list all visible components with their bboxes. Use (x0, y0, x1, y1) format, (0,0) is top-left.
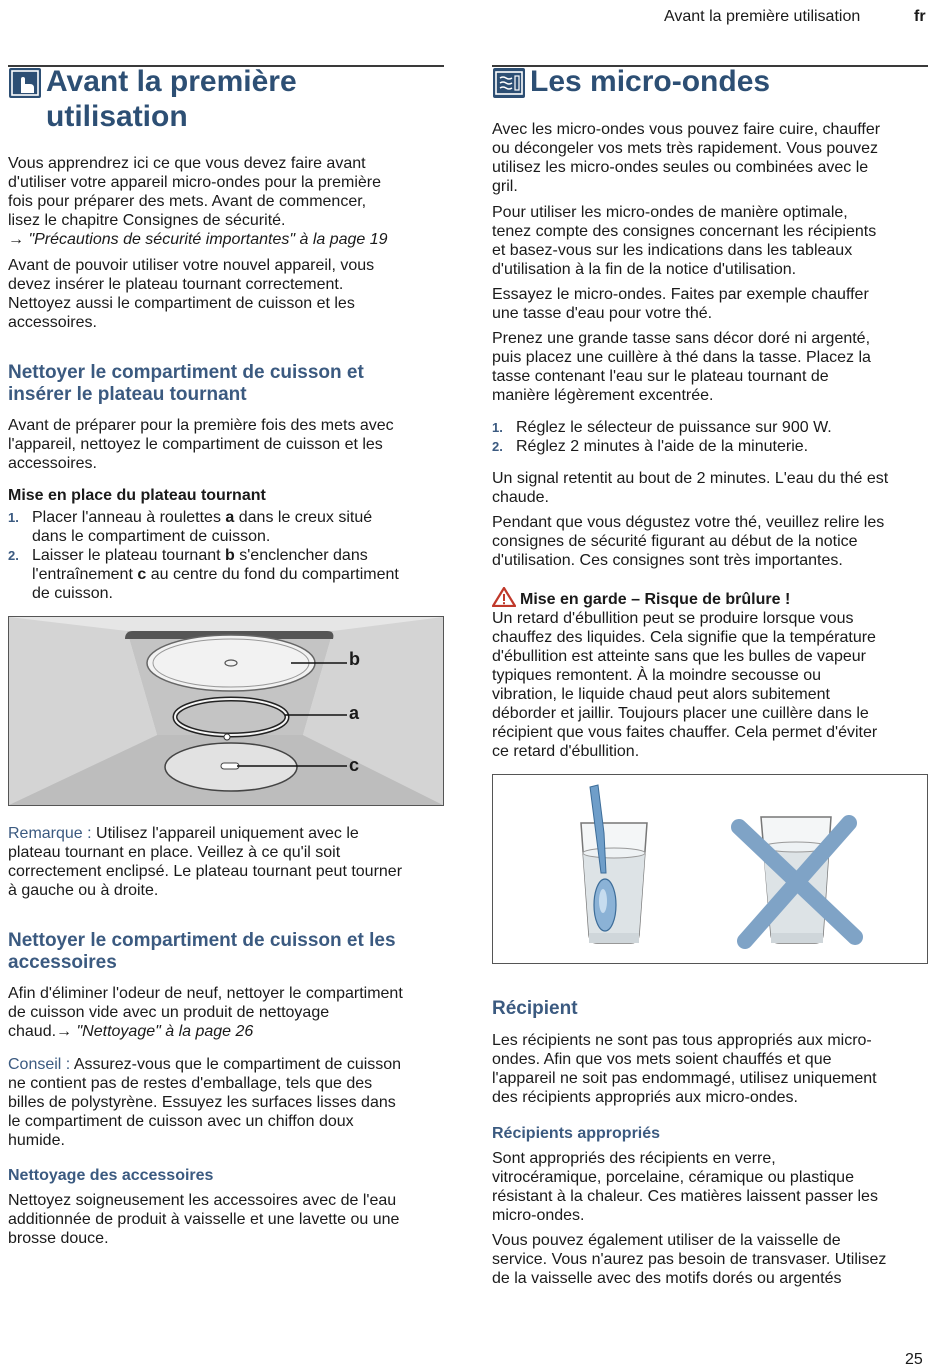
cleaning-reference-link[interactable]: → "Nettoyage" à la page 26 (56, 1023, 254, 1040)
warning-title: Mise en garde – Risque de brûlure ! (492, 587, 877, 609)
figure-label-b: b (349, 649, 360, 669)
paragraph-signal: Un signal retentit au bout de 2 minutes. L'eau du thé est chaude. (492, 470, 889, 506)
figure-label-c: c (349, 755, 360, 775)
note-paragraph: Remarque : Utilisez l'appareil uniquement avec le plateau tournant en place. Veillez à ce qu'il soit correctement enclipsé. Le plateau tournant peut tourner à gauche ou à droite. (8, 825, 403, 899)
intro-paragraph: Vous apprendrez ici ce que vous devez faire avant d'utiliser votre appareil micro-ondes pour la première fois pour préparer des mets. Avant de commencer, lisez le chapitre Consignes de sécurité. → "Précautions de sécurité importantes" à la page 19 (8, 155, 388, 248)
header-language: fr (914, 8, 926, 25)
paragraph-serving-dishes: Vous pouvez également utiliser de la vaisselle de service. Vous n'aurez pas besoin de transvaser. Utilisez de la vaisselle avec des motifs dorés ou argentés (492, 1232, 887, 1287)
microwave-icon (492, 67, 526, 99)
paragraph-try: Essayez le micro-ondes. Faites par exemple chauffer une tasse d'eau pour votre thé. (492, 286, 869, 322)
paragraph-clean-first: Avant de préparer pour la première fois des mets avec l'appareil, nettoyez le compartiment de cuisson et les accessoires. (8, 417, 394, 472)
list-item: 2. Réglez 2 minutes à l'aide de la minuterie. (492, 438, 809, 455)
paragraph-new-smell: Afin d'éliminer l'odeur de neuf, nettoyer le compartiment de cuisson vide avec un produit de nettoyage chaud.→ "Nettoyage" à la page 26 (8, 985, 403, 1040)
list-item: 2. Laisser le plateau tournant b s'enclencher dans l'entraînement c au centre du fond du compartiment de cuisson. (8, 547, 399, 602)
header-title: Avant la première utilisation (664, 8, 861, 25)
turntable-illustration (9, 617, 443, 805)
paragraph-microwave-intro: Avec les micro-ondes vous pouvez faire cuire, chauffer ou décongeler vos mets très rapidement. Vous pouvez utilisez les micro-ondes seules ou combinées avec le gril. (492, 121, 881, 195)
section-heading-container: Récipient (492, 998, 578, 1019)
page-number: 25 (905, 1351, 923, 1368)
glasses-illustration (493, 775, 927, 963)
paragraph-containers: Les récipients ne sont pas tous appropriés aux micro- ondes. Afin que vos mets soient chauffés et que l'appareil ne soit pas endommagé, utilisez uniquement des récipients appropriés aux micro-ondes. (492, 1032, 877, 1106)
glasses-figure (492, 774, 928, 964)
note-label: Remarque : (8, 825, 92, 842)
page-heading: Avant la première utilisation (46, 65, 297, 133)
paragraph-reread: Pendant que vous dégustez votre thé, veuillez relire les consignes de sécurité figurant au début de la notice d'utilisation. Ces consignes sont très importantes. (492, 514, 885, 569)
hand-pointer-icon (8, 67, 42, 99)
warning-block: Mise en garde – Risque de brûlure ! Un retard d'ébullition peut se produire lorsque vous chauffez des liquides. Cela signifie que la température d'ébullition est atteinte sans que les bulles de vapeur typiques remontent. À la moindre secousse ou vibration, le liquide chaud peut alors subitement déborder et jaillir. Toujours placer une cuillère dans le récipient que vous faites chauffer. Cela permet d'éviter ce retard d'ébullition. (492, 587, 877, 761)
figure-label-a: a (349, 703, 360, 723)
safety-reference-link[interactable]: → "Précautions de sécurité importantes" à la page 19 (8, 231, 388, 248)
section-heading-clean-insert: Nettoyer le compartiment de cuisson et insérer le plateau tournant (8, 362, 364, 405)
paragraph-suitable-materials: Sont appropriés des récipients en verre, vitrocéramique, porcelaine, céramique ou plastique résistant à la chaleur. Ces matières laissent passer les micro-ondes. (492, 1150, 878, 1224)
paragraph-optimal-use: Pour utiliser les micro-ondes de manière optimale, tenez compte des consignes concernant les récipients et basez-vous sur les indications dans les tableaux d'utilisation à la fin de la notice d'utilisation. (492, 204, 877, 278)
paragraph-accessories: Nettoyez soigneusement les accessoires avec de l'eau additionnée de produit à vaisselle et une lavette ou une brosse douce. (8, 1192, 400, 1247)
subheading-turntable: Mise en place du plateau tournant (8, 487, 266, 504)
tip-label: Conseil : (8, 1056, 71, 1073)
list-item: 1. Réglez le sélecteur de puissance sur 900 W. (492, 419, 832, 436)
subheading-accessories-cleaning: Nettoyage des accessoires (8, 1167, 214, 1184)
section-heading-microwaves: Les micro-ondes (530, 65, 771, 98)
section-heading-clean-accessories: Nettoyer le compartiment de cuisson et les accessoires (8, 930, 396, 973)
subheading-suitable-containers: Récipients appropriés (492, 1125, 661, 1142)
tip-paragraph: Conseil : Assurez-vous que le compartiment de cuisson ne contient pas de restes d'emballage, tels que des billes de polystyrène. Essuyez les surfaces lisses dans le compartiment de cuisson avec un chiffon doux humide. (8, 1056, 402, 1149)
paragraph-before-use: Avant de pouvoir utiliser votre nouvel appareil, vous devez insérer le plateau tournant correctement. Nettoyez aussi le compartiment de cuisson et les accessoires. (8, 257, 375, 331)
paragraph-cup: Prenez une grande tasse sans décor doré ni argenté, puis placez une cuillère à thé dans la tasse. Placez la tasse contenant l'eau sur le plateau tournant de manière légèrement excentrée. (492, 330, 871, 404)
turntable-figure (8, 616, 444, 806)
list-item: 1. Placer l'anneau à roulettes a dans le creux situé dans le compartiment de cuisson. (8, 509, 373, 545)
warning-triangle-icon (492, 587, 516, 607)
